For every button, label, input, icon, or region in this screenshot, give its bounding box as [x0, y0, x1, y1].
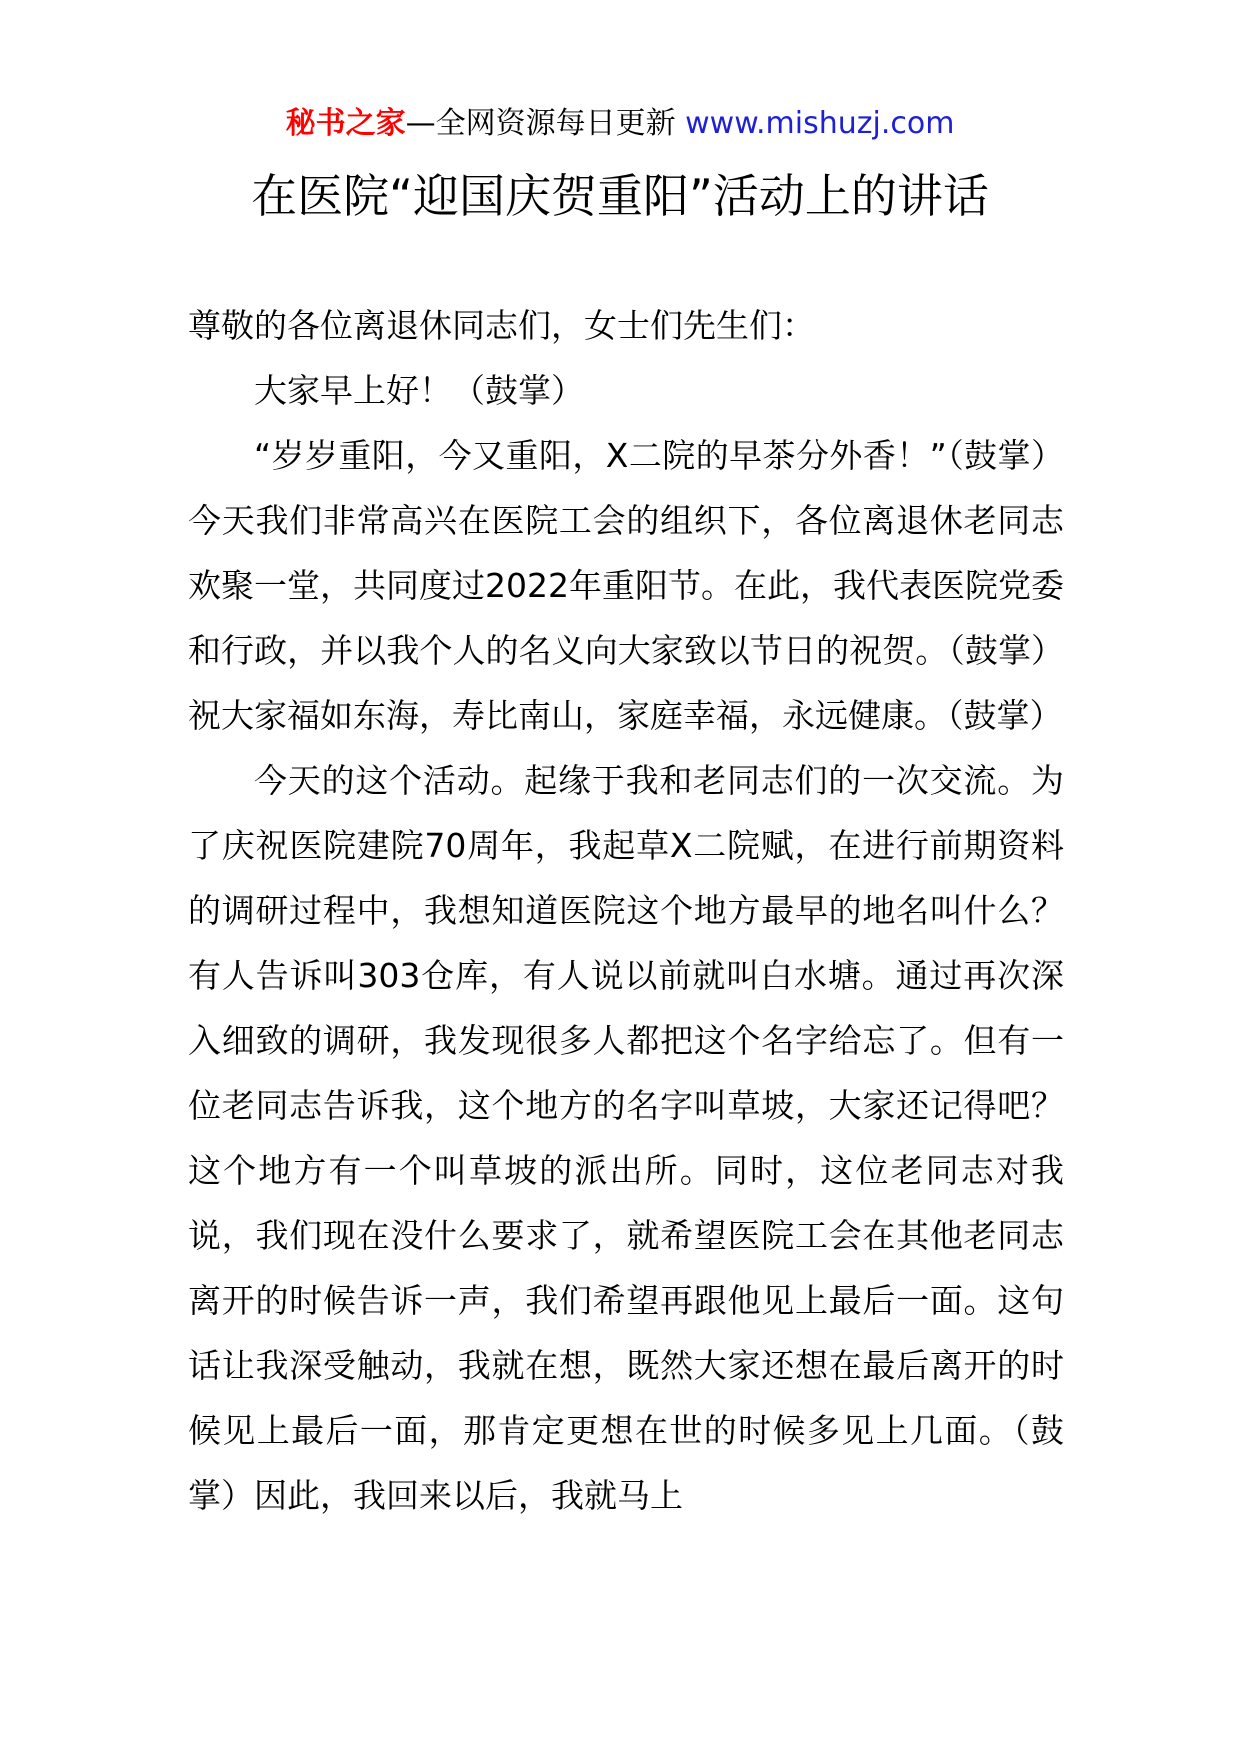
site-url-link[interactable]: www.mishuzj.com [685, 106, 955, 141]
paragraph: “岁岁重阳，今又重阳，X二院的早茶分外香！”（鼓掌）今天我们非常高兴在医院工会的组织下，各位离退休老同志欢聚一堂，共同度过2022年重阳节。在此，我代表医院党委和行政，并以我个人的名义向大家致以节日的祝贺。（鼓掌）祝大家福如东海，寿比南山，家庭幸福，永远健康。（鼓掌） [188, 436, 1064, 735]
site-tagline: —全网资源每日更新 [405, 106, 676, 141]
document-title: 在医院“迎国庆贺重阳”活动上的讲话 [251, 169, 989, 223]
site-header [0, 102, 1240, 146]
salutation: 尊敬的各位离退休同志们，女士们先生们： [188, 306, 815, 345]
site-name: 秘书之家 [285, 106, 406, 141]
paragraph: 今天的这个活动。起缘于我和老同志们的一次交流。为了庆祝医院建院70周年，我起草X二院赋，在进行前期资料的调研过程中，我想知道医院这个地方最早的地名叫什么？有人告诉叫303仓库，有人说以前就叫白水塘。通过再次深入细致的调研，我发现很多人都把这个名字给忘了。但有一位老同志告诉我，这个地方的名字叫草坡，大家还记得吧？这个地方有一个叫草坡的派出所。同时，这位老同志对我说，我们现在没什么要求了，就希望医院工会在其他老同志离开的时候告诉一声，我们希望再跟他见上最后一面。这句话让我深受触动，我就在想，既然大家还想在最后离开的时候见上最后一面，那肯定更想在世的时候多见上几面。（鼓掌）因此，我回来以后，我就马上 [188, 761, 1064, 1515]
paragraph: 大家早上好！（鼓掌） [254, 371, 584, 410]
document-body [188, 293, 1064, 1528]
